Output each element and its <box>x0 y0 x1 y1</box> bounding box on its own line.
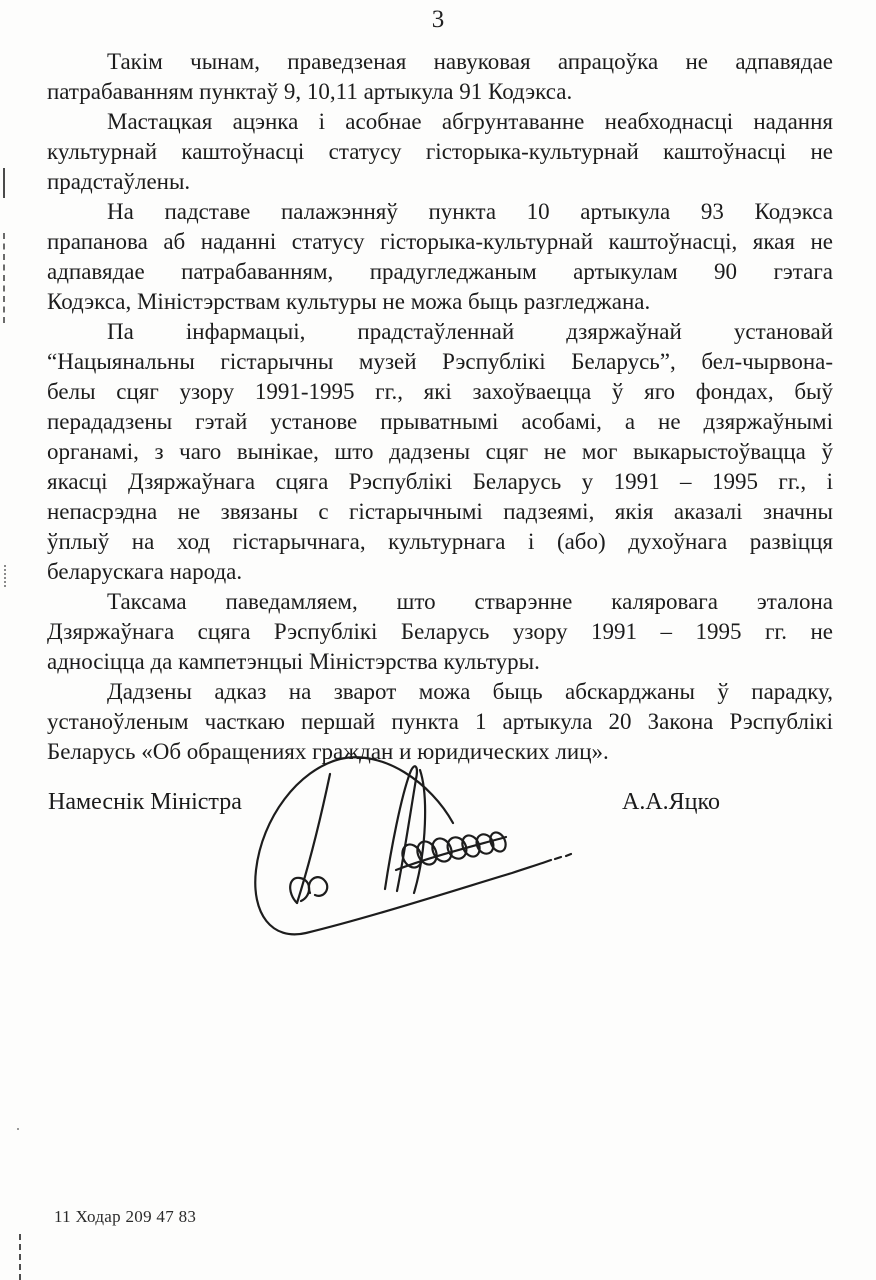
scan-artifact <box>4 565 6 587</box>
text-line: устаноўленым часткаю першай пункта 1 артыкула 20 Закона Рэспублікі <box>47 709 833 734</box>
text-line: культурнай каштоўнасці статусу гісторыка-культурнай каштоўнасці не <box>47 139 833 164</box>
text-line: непасрэдна не звязаны с гістарычнымі падзеямі, якія аказалі значны <box>47 499 833 524</box>
text-line: органамі, з чаго вынікае, што дадзены сцяг не мог выкарыстоўвацца ў <box>47 439 833 464</box>
paragraph <box>47 47 833 107</box>
text-line: ўплыў на ход гістарычнага, культурнага і (або) духоўнага развіцця <box>47 529 833 554</box>
text-line: Такім чынам, праведзеная навуковая апрацоўка не адпавядае <box>107 49 833 74</box>
page-number: 3 <box>431 6 445 33</box>
paragraph <box>47 107 833 197</box>
text-line: якасці Дзяржаўнага сцяга Рэспублікі Беларусь у 1991 – 1995 гг., і <box>47 469 833 494</box>
paragraph <box>47 197 833 317</box>
handwritten-signature-icon <box>240 740 580 950</box>
text-line: перададзены гэтай установе прыватнымі асобамі, а не дзяржаўнымі <box>47 409 833 434</box>
scan-artifact <box>19 1234 21 1280</box>
text-line: адносіцца да кампетэнцыі Міністэрства культуры. <box>47 649 540 674</box>
text-line: Па інфармацыі, прадстаўленнай дзяржаўнай установай <box>107 319 833 344</box>
text-line: патрабаванням пунктаў 9, 10,11 артыкула 91 Кодэкса. <box>47 79 573 104</box>
text-line: прадстаўлены. <box>47 169 191 194</box>
paragraph <box>47 587 833 677</box>
signoff-signer-name: А.А.Яцко <box>622 789 720 815</box>
text-line: Мастацкая ацэнка і асобнае абгрунтаванне неабходнасці надання <box>107 109 833 134</box>
scan-artifact <box>17 1128 19 1130</box>
signoff-position-title: Намеснік Міністра <box>48 789 242 815</box>
scan-artifact <box>3 233 5 323</box>
text-line: прапанова аб наданні статусу гісторыка-культурнай каштоўнасці, якая не <box>47 229 833 254</box>
text-line: беларускага народа. <box>47 559 243 584</box>
text-line: белы сцяг узору 1991-1995 гг., які захоўваецца ў яго фондах, быў <box>47 379 833 404</box>
text-line: Дзяржаўнага сцяга Рэспублікі Беларусь узору 1991 – 1995 гг. не <box>47 619 833 644</box>
executor-contact-line: 11 Ходар 209 47 83 <box>54 1207 197 1226</box>
text-line: Кодэкса, Міністэрствам культуры не можа быць разгледжана. <box>47 289 651 314</box>
text-line: адпавядае патрабаванням, прадугледжаным артыкулам 90 гэтага <box>47 259 833 284</box>
text-line: Беларусь «Об обращениях граждан и юридических лиц». <box>47 739 609 764</box>
text-line: “Нацыянальны гістарычны музей Рэспублікі Беларусь”, бел-чырвона- <box>47 349 833 374</box>
paragraph <box>47 317 833 587</box>
document-body <box>47 47 833 767</box>
scan-artifact <box>3 168 5 198</box>
text-line: На падставе палажэнняў пункта 10 артыкула 93 Кодэкса <box>107 199 833 224</box>
text-line: Дадзены адказ на зварот можа быць абскарджаны ў парадку, <box>107 679 833 704</box>
text-line: Таксама паведамляем, што стварэнне каляровага эталона <box>107 589 833 614</box>
